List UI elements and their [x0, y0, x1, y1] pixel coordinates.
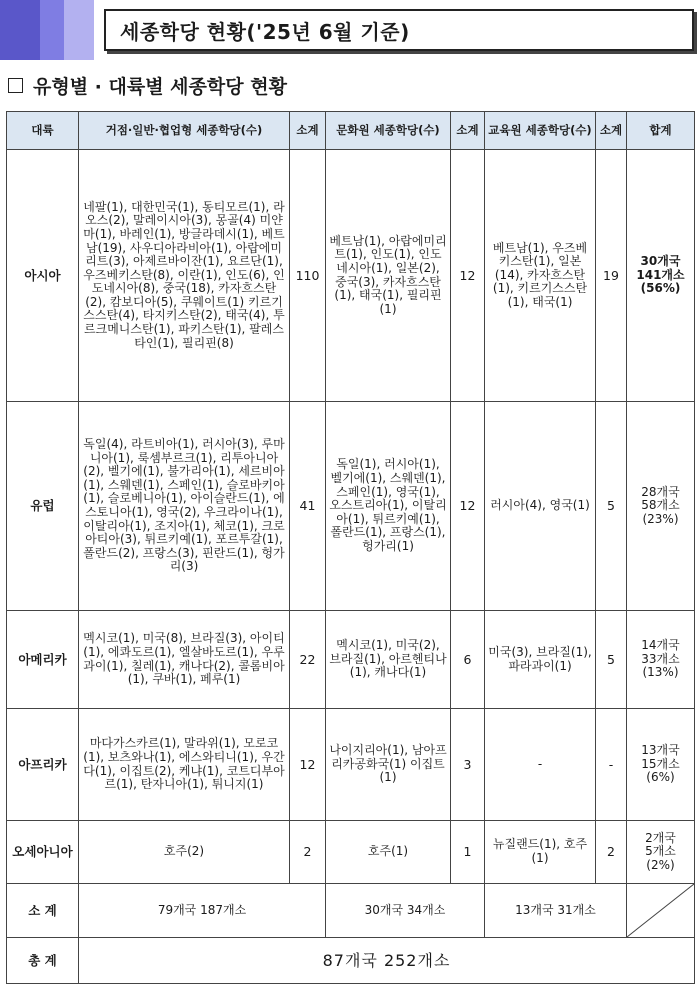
- header-culture: 문화원 세종학당(수): [326, 112, 451, 150]
- culture-cell: 나이지리아(1), 남아프리카공화국(1) 이집트(1): [326, 709, 451, 821]
- section-heading: [8, 70, 287, 100]
- table-row: [7, 402, 695, 611]
- culture-subtotal-cell: 3: [451, 709, 485, 821]
- total-countries: 28개국: [641, 484, 680, 499]
- subtotal-culture: 30개국 34개소: [326, 884, 485, 938]
- education-subtotal-cell: 5: [596, 611, 627, 709]
- header-general-subtotal: 소계: [290, 112, 326, 150]
- region-cell: 유럽: [7, 402, 79, 611]
- total-percent: (13%): [642, 665, 679, 680]
- subtotal-row: [7, 884, 695, 938]
- total-countries: 2개국: [645, 830, 676, 845]
- total-count: 58개소: [641, 498, 680, 513]
- grand-total-row: [7, 938, 695, 984]
- region-cell: 아메리카: [7, 611, 79, 709]
- general-subtotal-cell: 2: [290, 821, 326, 884]
- region-cell: 아시아: [7, 150, 79, 402]
- grand-total-value: 87개국 252개소: [79, 938, 695, 984]
- total-count: 141개소: [636, 267, 685, 282]
- table-row: [7, 709, 695, 821]
- education-cell: -: [485, 709, 596, 821]
- education-cell: 베트남(1), 우즈베키스탄(1), 일본(14), 카자흐스탄(1), 키르기스스탄(1), 태국(1): [485, 150, 596, 402]
- sejong-status-table: [6, 111, 695, 984]
- general-cell: 호주(2): [79, 821, 290, 884]
- checkbox-icon: [8, 78, 23, 93]
- culture-subtotal-cell: 1: [451, 821, 485, 884]
- table-row: [7, 611, 695, 709]
- total-cell: [627, 150, 695, 402]
- general-subtotal-cell: 110: [290, 150, 326, 402]
- total-count: 33개소: [641, 651, 680, 666]
- table-row: [7, 150, 695, 402]
- education-subtotal-cell: 5: [596, 402, 627, 611]
- total-count: 5개소: [645, 844, 676, 859]
- table-row: [7, 821, 695, 884]
- general-subtotal-cell: 22: [290, 611, 326, 709]
- diagonal-empty-cell: [627, 884, 695, 938]
- total-percent: (2%): [646, 857, 675, 872]
- education-cell: 뉴질랜드(1), 호주(1): [485, 821, 596, 884]
- general-subtotal-cell: 41: [290, 402, 326, 611]
- header-education-subtotal: 소계: [596, 112, 627, 150]
- subtotal-label: 소 계: [7, 884, 79, 938]
- general-subtotal-cell: 12: [290, 709, 326, 821]
- total-countries: 14개국: [641, 638, 680, 653]
- culture-subtotal-cell: 12: [451, 402, 485, 611]
- total-countries: 13개국: [641, 743, 680, 758]
- education-subtotal-cell: -: [596, 709, 627, 821]
- header-education: 교육원 세종학당(수): [485, 112, 596, 150]
- culture-subtotal-cell: 6: [451, 611, 485, 709]
- total-cell: [627, 821, 695, 884]
- general-cell: 멕시코(1), 미국(8), 브라질(3), 아이티(1), 에콰도르(1), 엘살바도르(1), 우루과이(1), 칠레(1), 캐나다(2), 콜롬비아(1), 쿠바(1), 페루(1): [79, 611, 290, 709]
- page-title: 세종학당 현황('25년 6월 기준): [104, 9, 694, 51]
- total-cell: [627, 611, 695, 709]
- header-general: 거점·일반·협업형 세종학당(수): [79, 112, 290, 150]
- total-percent: (23%): [642, 511, 679, 526]
- banner-decoration: [64, 0, 94, 60]
- header-region: 대륙: [7, 112, 79, 150]
- culture-cell: 호주(1): [326, 821, 451, 884]
- culture-cell: 베트남(1), 아랍에미리트(1), 인도(1), 인도네시아(1), 일본(2), 중국(3), 카자흐스탄(1), 태국(1), 필리핀(1): [326, 150, 451, 402]
- header-total: 합계: [627, 112, 695, 150]
- subtotal-general: 79개국 187개소: [79, 884, 326, 938]
- education-cell: 러시아(4), 영국(1): [485, 402, 596, 611]
- culture-subtotal-cell: 12: [451, 150, 485, 402]
- banner-decoration: [0, 0, 40, 60]
- culture-cell: 독일(1), 러시아(1), 벨기에(1), 스웨덴(1), 스페인(1), 영국(1), 오스트리아(1), 이탈리아(1), 튀르키예(1), 폴란드(1), 프랑스(1), 헝가리(1): [326, 402, 451, 611]
- section-title-text: 유형별 · 대륙별 세종학당 현황: [33, 75, 287, 98]
- total-percent: (6%): [646, 770, 675, 785]
- culture-cell: 멕시코(1), 미국(2), 브라질(1), 아르헨티나(1), 캐나다(1): [326, 611, 451, 709]
- general-cell: 마다가스카르(1), 말라위(1), 모로코(1), 보츠와나(1), 에스와티니(1), 우간다(1), 이집트(2), 케냐(1), 코트디부아르(1), 탄자니아(1), 튀니지(1): [79, 709, 290, 821]
- general-cell: 네팔(1), 대한민국(1), 동티모르(1), 라오스(2), 말레이시아(3), 몽골(4) 미얀마(1), 바레인(1), 방글라데시(1), 베트남(19), 사우디아라비아(1), 아랍에미리트(3), 아제르바이잔(1), 요르단(1), 우즈베키스탄(8), 이란(1), 인도(6), 인도네시아(8), 중국(18), 카자흐스탄(2), 캄보디아(5), 쿠웨이트(1) 키르기스스탄(4), 타지키스탄(2), 태국(4), 투르크메니스탄(1), 파키스탄(1), 팔레스타인(1), 필리핀(8): [79, 150, 290, 402]
- region-cell: 오세아니아: [7, 821, 79, 884]
- diagonal-line: [627, 884, 694, 937]
- education-cell: 미국(3), 브라질(1), 파라과이(1): [485, 611, 596, 709]
- education-subtotal-cell: 2: [596, 821, 627, 884]
- total-countries: 30개국: [640, 254, 681, 269]
- general-cell: 독일(4), 라트비아(1), 러시아(3), 루마니아(1), 룩셈부르크(1), 리투아니아(2), 벨기에(1), 불가리아(1), 세르비아(1), 스웨덴(1), 스페인(1), 슬로바키아(1), 슬로베니아(1), 아이슬란드(1), 에스토니아(1), 영국(2), 우크라이나(1), 이탈리아(1), 조지아(1), 체코(1), 크로아티아(3), 튀르키예(1), 포르투갈(1), 폴란드(2), 프랑스(3), 핀란드(1), 헝가리(3): [79, 402, 290, 611]
- region-cell: 아프리카: [7, 709, 79, 821]
- education-subtotal-cell: 19: [596, 150, 627, 402]
- table-header-row: [7, 112, 695, 150]
- banner-decoration: [40, 0, 64, 60]
- header-banner: [0, 0, 700, 62]
- total-cell: [627, 402, 695, 611]
- subtotal-education: 13개국 31개소: [485, 884, 627, 938]
- grand-total-label: 총 계: [7, 938, 79, 984]
- total-count: 15개소: [641, 756, 680, 771]
- total-percent: (56%): [640, 281, 681, 296]
- header-culture-subtotal: 소계: [451, 112, 485, 150]
- total-cell: [627, 709, 695, 821]
